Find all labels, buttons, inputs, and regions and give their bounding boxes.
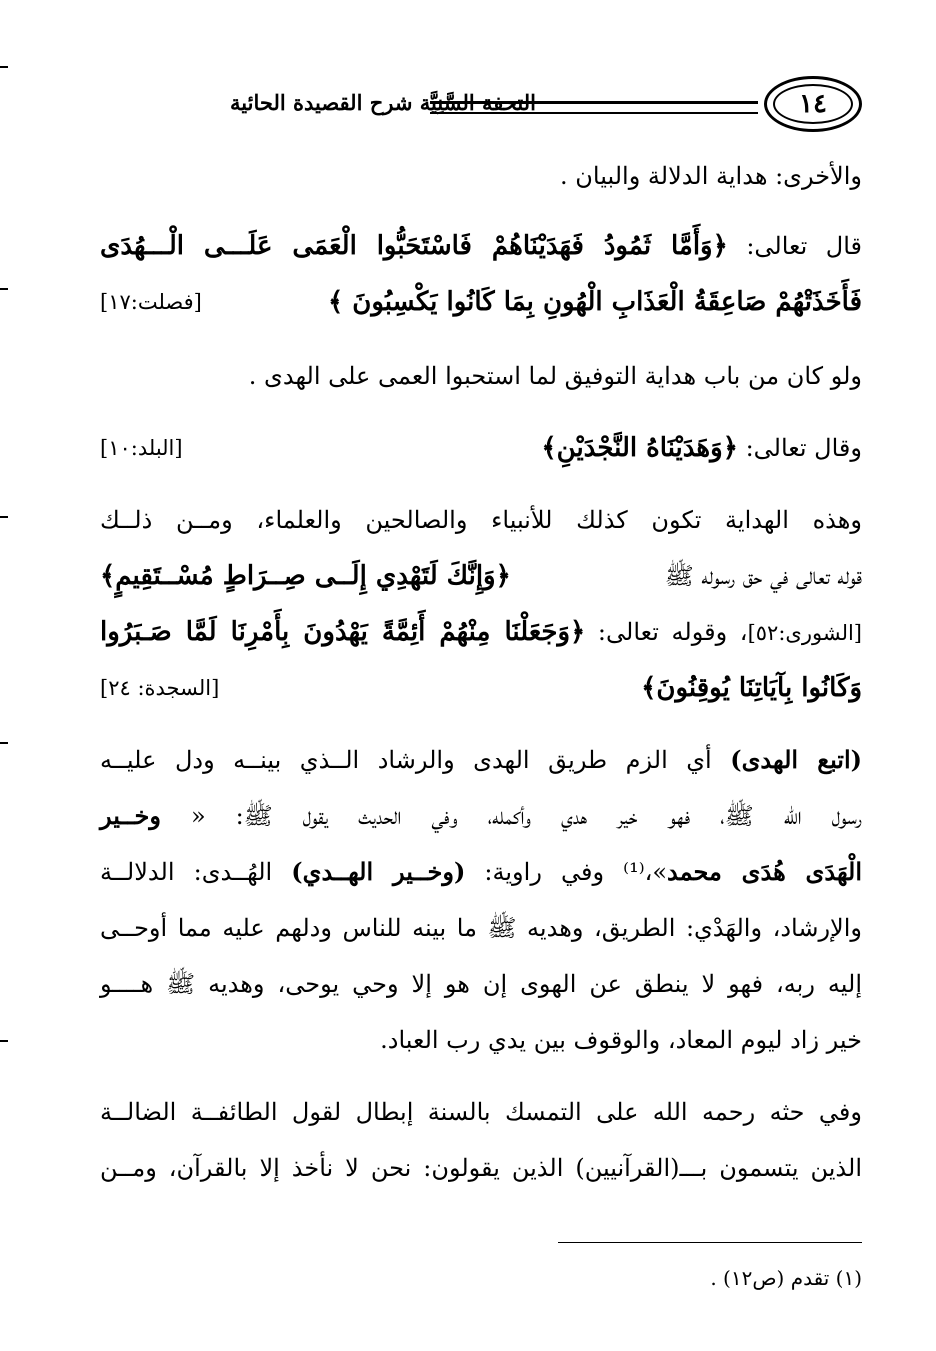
footnote: (١) تقدم (ص١٢) . bbox=[710, 1266, 862, 1290]
quran-verse: ﴿وَأَمَّا ثَمُودُ فَهَدَيْنَاهُمْ فَاسْتَحَبُّوا الْعَمَى عَلَـــى الْـــهُدَى bbox=[100, 231, 728, 261]
text-span: وفي حثه رحمه الله على التمسك بالسنة إبطال لقول الطائفــة الضالــة bbox=[100, 1098, 862, 1126]
scan-edge-mark bbox=[0, 516, 8, 518]
verse-reference: [فصلت:١٧] bbox=[100, 290, 202, 314]
page-header bbox=[100, 76, 862, 136]
text-line bbox=[100, 1148, 862, 1188]
verse-intro: قال تعالى: bbox=[746, 232, 862, 260]
bold-phrase: (وخــير الهــدي) bbox=[291, 857, 466, 886]
text-span: الهُــدى: الدلالــة bbox=[100, 858, 273, 886]
quran-verse-line bbox=[100, 226, 862, 266]
text-line bbox=[100, 796, 862, 836]
scan-edge-mark bbox=[0, 742, 8, 744]
verse-intro: قوله تعالى في حق رسوله ﷺ bbox=[664, 562, 862, 590]
text-span: الذين يتسمون بـــ(القرآنيين) الذين يقولون: نحن لا نأخذ إلا بالقرآن، ومــن bbox=[100, 1154, 863, 1182]
text-span: وهذه الهداية تكون كذلك للأنبياء والصالحين والعلماء، ومــن ذلــك bbox=[100, 506, 862, 534]
bold-phrase: (اتبع الهدى) bbox=[730, 745, 863, 774]
text-span: خير زاد ليوم المعاد، والوقوف بين يدي رب العباد. bbox=[380, 1026, 862, 1054]
text-line bbox=[100, 852, 862, 892]
text-span: والإرشاد، والهَدْي: الطريق، وهديه ﷺ ما بينه للناس ودلهم عليه مما أوحــى bbox=[100, 914, 862, 942]
quran-verse: فَأَخَذَتْهُمْ صَاعِقَةُ الْعَذَابِ الْهُونِ بِمَا كَانُوا يَكْسِبُونَ ﴾ bbox=[327, 287, 862, 317]
quran-verse: ﴿وَهَدَيْنَاهُ النَّجْدَيْنِ﴾ bbox=[541, 433, 738, 463]
verse-intro: وقال تعالى: bbox=[745, 434, 862, 462]
quran-verse-line bbox=[100, 556, 862, 596]
text-line bbox=[100, 1092, 862, 1132]
text-line bbox=[100, 156, 862, 196]
text-span: »،⁽¹⁾ وفي راوية: bbox=[484, 858, 668, 886]
page-number: ١٤ bbox=[773, 84, 853, 124]
header-rule bbox=[430, 101, 758, 114]
quran-verse-line bbox=[100, 612, 862, 653]
scan-edge-mark bbox=[0, 66, 8, 68]
text-line bbox=[100, 356, 862, 396]
text-span: أي الزم طريق الهدى والرشاد الــذي بينــه ودل عليــه bbox=[100, 746, 712, 774]
text-span: والأخرى: هداية الدلالة والبيان . bbox=[560, 162, 862, 190]
quran-verse: ﴿وَإِنَّكَ لَتَهْدِي إِلَــى صِــرَاطٍ مُسْــتَقِيمٍ﴾ bbox=[100, 561, 511, 591]
quran-verse: ﴿وَجَعَلْنَا مِنْهُمْ أَئِمَّةً يَهْدُونَ بِأَمْرِنَا لَمَّا صَـبَرُوا bbox=[100, 617, 586, 647]
verse-reference: [السجدة: ٢٤] bbox=[100, 676, 220, 700]
text-line bbox=[100, 740, 862, 780]
text-line bbox=[100, 908, 862, 948]
text-span: إليه ربه، فهو لا ينطق عن الهوى إن هو إلا وحي يوحى، وهديه ﷺ هــــو bbox=[100, 970, 862, 998]
text-line bbox=[100, 500, 862, 540]
bold-phrase: الْهَدَى هُدَى محمد bbox=[667, 857, 862, 886]
text-line bbox=[100, 1020, 862, 1060]
quran-verse: وَكَانُوا بِآيَاتِنَا يُوقِنُونَ﴾ bbox=[641, 673, 862, 703]
book-title: التحفة السَّنِيَّة شرح القصيدة الحائية bbox=[230, 90, 536, 115]
text-span: ولو كان من باب هداية التوفيق لما استحبوا العمى على الهدى . bbox=[248, 362, 862, 390]
text-line bbox=[100, 964, 862, 1004]
quran-verse-line bbox=[100, 428, 862, 468]
verse-reference: [البلد:١٠] bbox=[100, 436, 183, 460]
bold-phrase: وخــير bbox=[100, 801, 161, 830]
quran-verse-line bbox=[100, 668, 862, 708]
quran-verse-line bbox=[100, 282, 862, 322]
page-number-badge bbox=[764, 76, 862, 132]
footnote-separator bbox=[558, 1242, 862, 1243]
text-span: رسول الله ﷺ، فهو خير هدي وأكمله، وفي الحديث يقول ﷺ: « bbox=[190, 802, 862, 830]
verse-intro: ، وقوله تعالى: bbox=[597, 618, 748, 646]
scan-edge-mark bbox=[0, 288, 8, 290]
scan-edge-mark bbox=[0, 1040, 8, 1042]
verse-reference: [الشورى:٥٢] bbox=[747, 621, 862, 645]
